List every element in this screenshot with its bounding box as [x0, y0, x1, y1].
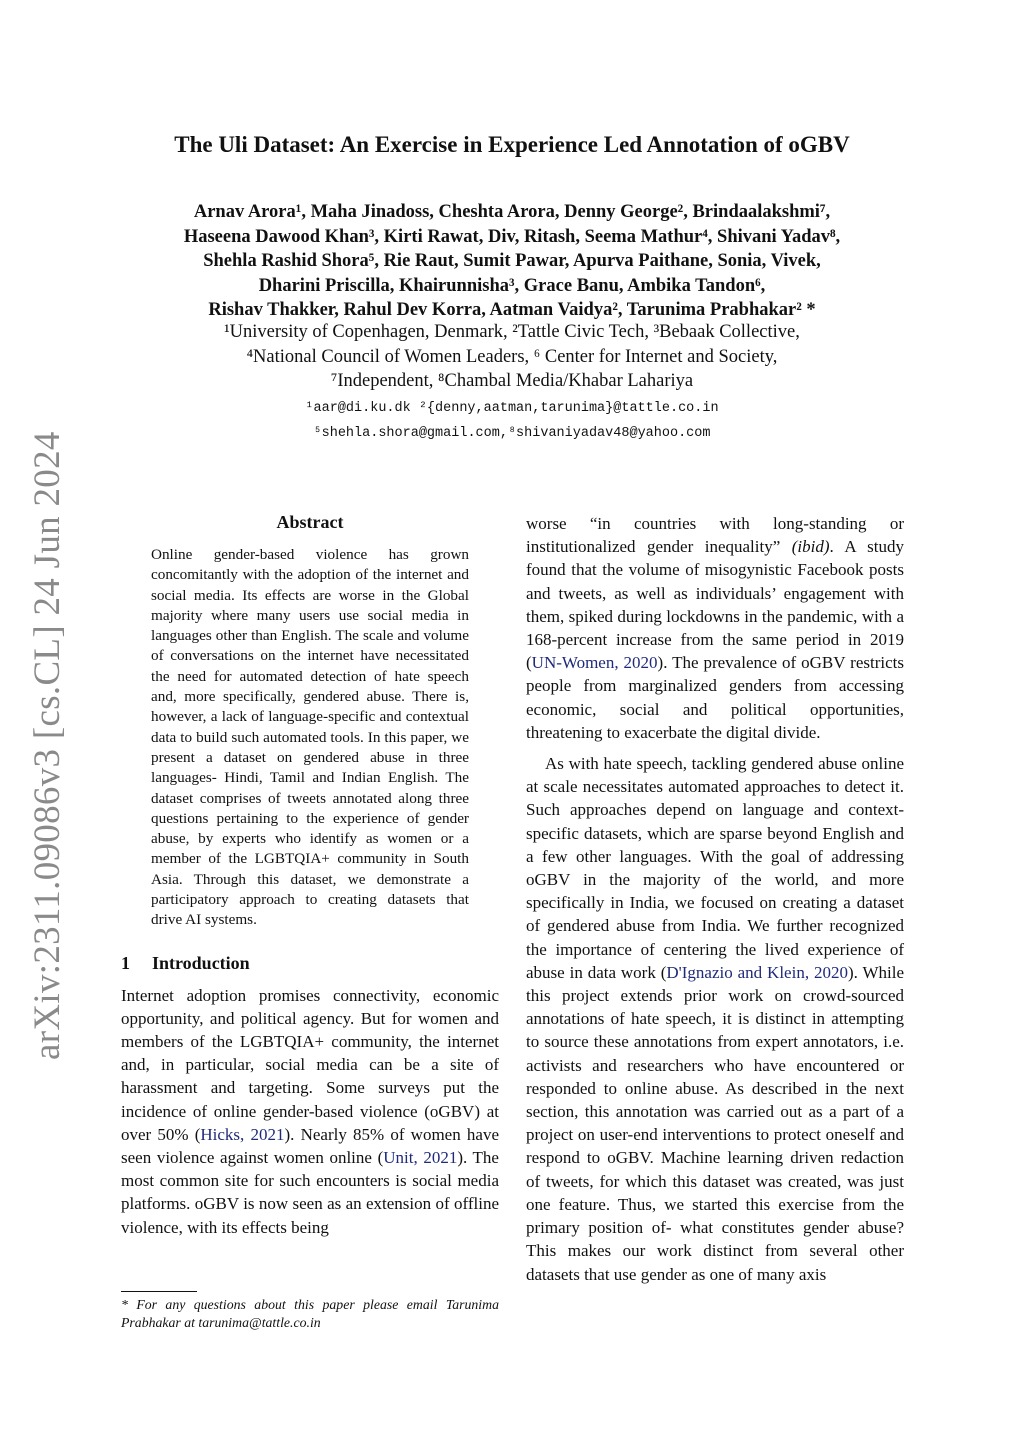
- citation-link[interactable]: UN-Women, 2020: [531, 653, 658, 673]
- text-run: ). Nearly 85% of women have seen violence against women online (: [121, 1124, 499, 1168]
- author-line: Dharini Priscilla, Khairunnisha³, Grace Banu, Ambika Tandon⁶,: [258, 275, 766, 296]
- section-title: Introduction: [152, 952, 250, 973]
- citation-link[interactable]: Hicks, 2021: [200, 1124, 285, 1144]
- section-heading-introduction: [121, 953, 499, 974]
- emails: [110, 396, 914, 446]
- email-line: ⁵shehla.shora@gmail.com,⁸shivaniyadav48@yahoo.com: [313, 426, 711, 441]
- footnote: * For any questions about this paper please email Tarunima Prabhakar at tarunima@tattle.co.in: [121, 1297, 499, 1330]
- affiliation-line: ¹University of Copenhagen, Denmark, ²Tattle Civic Tech, ³Bebaak Collective,: [224, 322, 800, 342]
- author-line: Shehla Rashid Shora⁵, Rie Raut, Sumit Pawar, Apurva Paithane, Sonia, Vivek,: [203, 251, 821, 271]
- author-list: [110, 200, 914, 323]
- text-run: worse “in countries with long-standing or institutionalized gender inequality”: [526, 514, 904, 557]
- text-run: ). While this project extends prior work on crowd-sourced annotations of hate speech, it is distinct in attempting to source these annotations from expert annotators, i.e. activists and researchers who have encountered or responded to online abuse. As described in the next section, this annotation was carried out as a part of a project on user-end interventions to protect oneself and respond to oGBV. Machine learning driven redaction of tweets, for which this dataset was created, was just one feature. Thus, we started this exercise from the primary position of- what constitutes gender abuse? This makes our work distinct from several other datasets that use gender as one of many axis: [526, 962, 904, 1284]
- paper-title: The Uli Dataset: An Exercise in Experience Led Annotation of oGBV: [174, 132, 850, 157]
- citation-link[interactable]: Unit, 2021: [383, 1148, 458, 1168]
- abstract-text: Online gender-based violence has grown concomitantly with the adoption of the internet and social media. Its effects are worse in the Global majority where many users use social media in languages other than English. The scale and volume of conversations on the internet have necessitated the need for automated detection of hate speech and, more specifically, gendered abuse. There is, however, a lack of language-specific and contextual data to build such automated tools. In this paper, we present a dataset on gendered abuse in three languages- Hindi, Tamil and Indian English. The dataset comprises of tweets annotated along three questions pertaining to the experience of gender abuse, by experts who identify as women or a member of the LGBTQIA+ community in South Asia. Through this dataset, we demonstrate a participatory approach to creating datasets that drive AI systems.: [151, 546, 469, 929]
- affiliations: [110, 320, 914, 394]
- footnote-rule: [121, 1291, 197, 1292]
- author-line: Rishav Thakker, Rahul Dev Korra, Aatman Vaidya², Tarunima Prabhakar² *: [208, 300, 816, 320]
- affiliation-line: ⁴National Council of Women Leaders, ⁶ Center for Internet and Society,: [246, 346, 778, 367]
- section-number: 1: [121, 952, 130, 973]
- text-run: Internet adoption promises connectivity, economic opportunity, and political agency. But for women and members of the LGBTQIA+ community, the internet and, in particular, social media can be a site of harassment and targeting. Some surveys put the incidence of online gender-based violence (oGBV) at over 50% (: [121, 985, 499, 1144]
- intro-paragraph: [121, 984, 499, 1239]
- body-paragraph: [526, 512, 904, 744]
- text-run: As with hate speech, tackling gendered abuse online at scale necessitates automated approaches to detect it. Such approaches depend on language and context-specific datasets, which are sparse beyond English and a few other languages. With the goal of addressing oGBV in the majority of the world, and more specifically in India, we focused on creating a dataset of gendered abuse from India. We further recognized the importance of centering the lived experience of abuse in data work (: [526, 754, 904, 982]
- affiliation-line: ⁷Independent, ⁸Chambal Media/Khabar Lahariya: [330, 371, 694, 391]
- ibid-italic: (ibid): [791, 537, 830, 557]
- right-column: [526, 512, 904, 1286]
- text-run: ). The most common site for such encounters is social media platforms. oGBV is now seen as an extension of offline violence, with its effects being: [121, 1148, 499, 1237]
- body-paragraph: [526, 752, 904, 1286]
- text-run: . A study found that the volume of misogynistic Facebook posts and tweets, as well as individuals’ engagement with them, spiked during lockdowns in the pandemic, with a 168-percent increase from the same period in 2019 (: [526, 537, 904, 673]
- text-run: ). The prevalence of oGBV restricts people from marginalized genders from accessing economic, social and political opportunities, threatening to exacerbate the digital divide.: [526, 653, 904, 742]
- citation-link[interactable]: D'Ignazio and Klein, 2020: [666, 962, 848, 982]
- arxiv-stamp: arXiv:2311.09086v3 [cs.CL] 24 Jun 2024: [27, 431, 68, 1060]
- author-line: Haseena Dawood Khan³, Kirti Rawat, Div, Ritash, Seema Mathur⁴, Shivani Yadav⁸,: [183, 226, 841, 247]
- abstract-heading: Abstract: [276, 512, 344, 532]
- email-line: ¹aar@di.ku.dk ²{denny,aatman,tarunima}@tattle.co.in: [305, 401, 719, 416]
- author-line: Arnav Arora¹, Maha Jinadoss, Cheshta Arora, Denny George², Brindaalakshmi⁷,: [193, 202, 831, 222]
- left-column: [121, 512, 499, 1239]
